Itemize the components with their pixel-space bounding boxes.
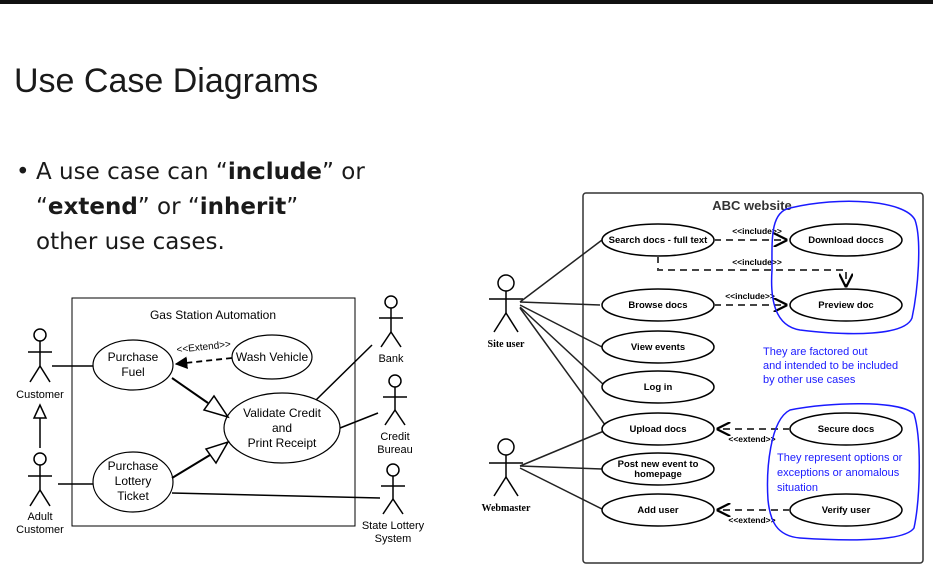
inherit-lottery-validate [172, 455, 210, 478]
usecase-download-docs-label: Download doccs [808, 235, 884, 246]
assoc-validate-bank [316, 345, 372, 400]
inherit-fuel-arrowhead [204, 396, 228, 417]
actor-state-lottery-label-2: System [374, 533, 412, 545]
usecase-purchase-fuel-label-2: Fuel [121, 365, 145, 379]
actor-adult-customer-label-2: Customer [16, 524, 64, 536]
usecase-purchase-lottery-label-2: Lottery [114, 474, 152, 488]
word-include: include [227, 159, 323, 185]
actor-credit-bureau-label-2: Bureau [377, 444, 413, 456]
actor-site-user [489, 275, 523, 332]
actor-webmaster-label: Webmaster [481, 503, 531, 514]
assoc-validate-credit-bureau [340, 413, 378, 428]
usecase-post-event-label-1: Post new event to [617, 459, 699, 470]
bullet-dot: • [16, 159, 30, 185]
usecase-secure-docs-label: Secure docs [817, 424, 875, 435]
include-label-1: <<include>> [732, 226, 782, 236]
actor-credit-bureau [383, 375, 407, 425]
actor-customer-label: Customer [16, 389, 64, 401]
webmaster-associations [520, 431, 604, 510]
usecase-view-events-label: View events [630, 342, 686, 353]
usecase-wash-vehicle-label: Wash Vehicle [235, 350, 309, 364]
actor-webmaster [489, 439, 523, 496]
extend-wash-fuel [176, 358, 232, 364]
site-user-associations [520, 240, 608, 429]
generalization-arrowhead [34, 405, 46, 418]
include-label-2: <<include>> [732, 257, 782, 267]
actor-adult-customer [28, 453, 52, 506]
word-extend: extend [47, 194, 138, 220]
actor-state-lottery [381, 464, 405, 514]
actor-state-lottery-label-1: State Lottery [361, 520, 425, 532]
usecase-validate-credit-label-3: Print Receipt [247, 436, 317, 450]
usecase-log-in-label: Log in [643, 382, 673, 393]
actor-bank [379, 296, 403, 347]
usecase-verify-user-label: Verify user [821, 505, 871, 516]
usecase-validate-credit-label-2: and [271, 421, 293, 435]
extend-note-line-1: They represent options or [777, 452, 903, 464]
slide-title: Use Case Diagrams [14, 62, 319, 100]
include-note-line-3: by other use cases [763, 374, 856, 386]
extend-note-line-2: exceptions or anomalous [777, 467, 900, 479]
include-note-line-1: They are factored out [763, 346, 868, 358]
actor-site-user-label: Site user [487, 339, 525, 350]
inherit-fuel-validate [172, 378, 208, 403]
extend-note-line-3: situation [777, 482, 818, 494]
usecase-browse-docs-label: Browse docs [628, 300, 688, 311]
abc-system-title: ABC website [712, 198, 792, 213]
actor-adult-customer-label-1: Adult [27, 511, 53, 523]
extend-label-2: <<extend>> [728, 515, 776, 525]
include-label-3: <<include>> [725, 291, 775, 301]
extend-label-1: <<extend>> [728, 434, 776, 444]
extend-label: <<Extend>> [176, 339, 232, 356]
usecase-add-user-label: Add user [637, 505, 679, 516]
gas-station-system-title: Gas Station Automation [149, 308, 277, 322]
usecase-purchase-lottery-label-1: Purchase [107, 459, 159, 473]
usecase-validate-credit-label-1: Validate Credit [243, 406, 321, 420]
actor-credit-bureau-label-1: Credit [380, 431, 410, 443]
usecase-purchase-lottery-label-3: Ticket [117, 489, 149, 503]
actor-customer [28, 329, 52, 382]
word-inherit: inherit [199, 194, 287, 220]
assoc-lottery-state [172, 493, 380, 498]
usecase-purchase-fuel-label-1: Purchase [107, 350, 159, 364]
usecase-search-docs-label: Search docs - full text [608, 235, 708, 246]
actor-bank-label: Bank [378, 353, 404, 365]
usecase-upload-docs-label: Upload docs [629, 424, 687, 435]
usecase-post-event-label-2: homepage [634, 469, 682, 480]
include-note-line-2: and intended to be included [763, 360, 899, 372]
usecase-preview-doc-label: Preview doc [818, 300, 874, 311]
inherit-lottery-arrowhead [206, 442, 228, 463]
bullet-text: A use case can “include” or “extend” or “inherit” other use cases. [36, 159, 365, 255]
